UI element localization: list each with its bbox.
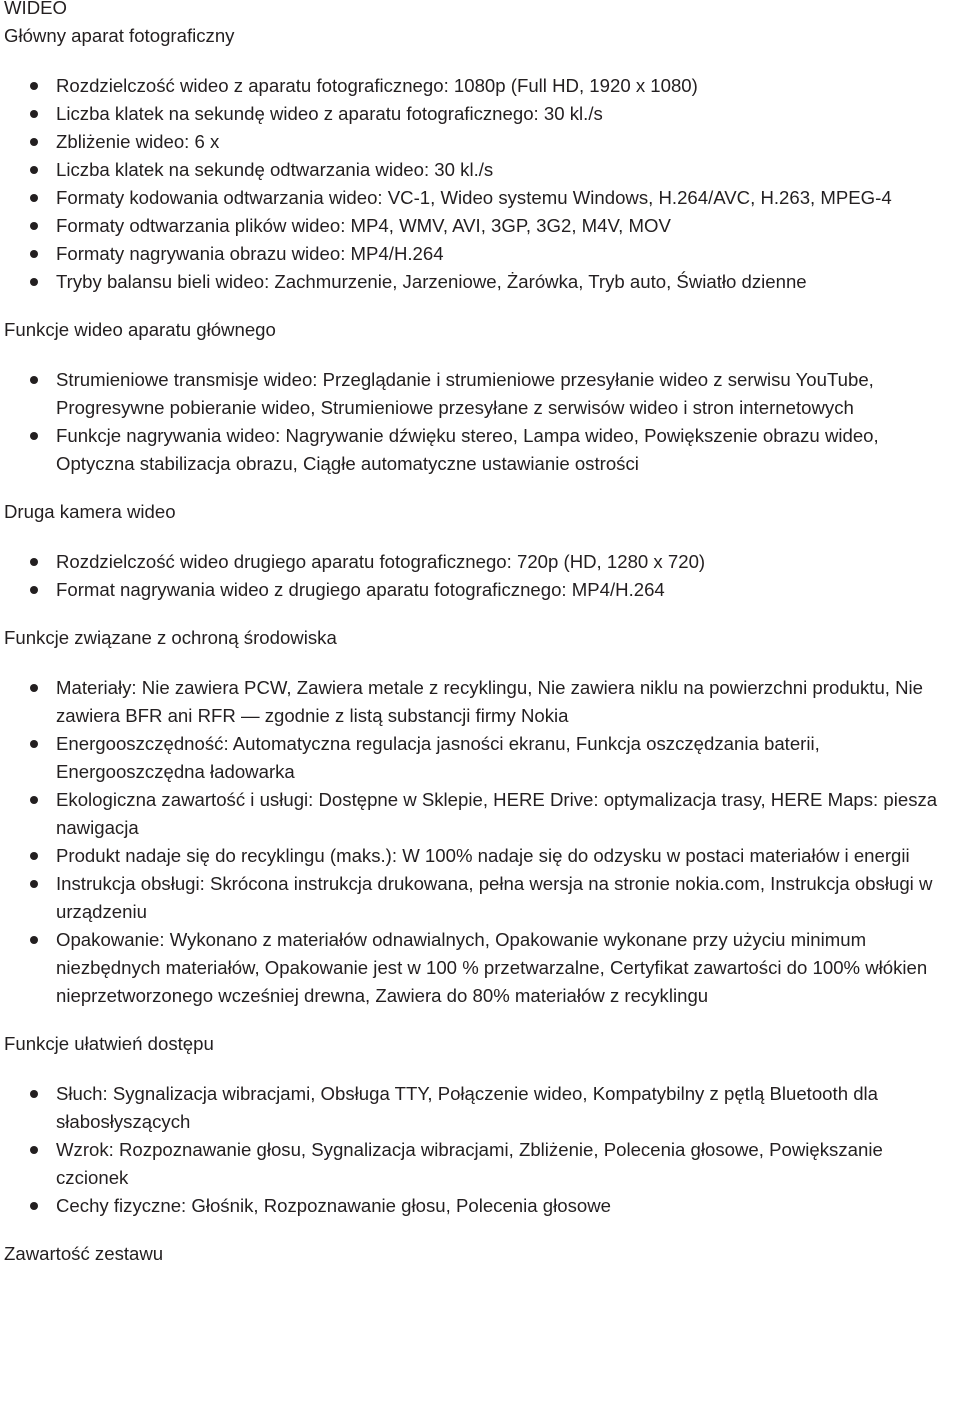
bullet-dot-icon bbox=[30, 138, 38, 146]
list-item bbox=[4, 100, 960, 128]
bullet-dot-icon bbox=[30, 376, 38, 384]
list-item bbox=[4, 366, 960, 422]
list-item bbox=[4, 72, 960, 100]
sections-container bbox=[4, 22, 960, 1268]
list-item bbox=[4, 1080, 960, 1136]
bullet-dot-icon bbox=[30, 586, 38, 594]
list-item-text: Słuch: Sygnalizacja wibracjami, Obsługa TTY, Połączenie wideo, Kompatybilny z pętlą Bluetooth dla słabosłyszących bbox=[56, 1083, 879, 1132]
bullet-dot-icon bbox=[30, 166, 38, 174]
bullet-dot-icon bbox=[30, 82, 38, 90]
bullet-dot-icon bbox=[30, 222, 38, 230]
bullet-dot-icon bbox=[30, 740, 38, 748]
bullet-dot-icon bbox=[30, 852, 38, 860]
list-item bbox=[4, 674, 960, 730]
bullet-dot-icon bbox=[30, 1146, 38, 1154]
bullet-list bbox=[4, 72, 960, 296]
list-item bbox=[4, 1192, 960, 1220]
bullet-dot-icon bbox=[30, 936, 38, 944]
list-item-text: Instrukcja obsługi: Skrócona instrukcja drukowana, pełna wersja na stronie nokia.com, Instrukcja obsługi w urządzeniu bbox=[56, 873, 933, 922]
list-item bbox=[4, 212, 960, 240]
list-item bbox=[4, 1136, 960, 1192]
list-item bbox=[4, 184, 960, 212]
list-item-text: Formaty kodowania odtwarzania wideo: VC-1, Wideo systemu Windows, H.264/AVC, H.263, MPEG-4 bbox=[56, 187, 892, 208]
list-item bbox=[4, 730, 960, 786]
list-item-text: Opakowanie: Wykonano z materiałów odnawialnych, Opakowanie wykonane przy użyciu minimum niezbędnych materiałów, Opakowanie jest w 100 % przetwarzalne, Certyfikat zawartości do 100% włókien nieprzetworzonego wcześniej drewna, Zawiera do 80% materiałów z recyklingu bbox=[56, 929, 928, 1006]
list-item bbox=[4, 422, 960, 478]
bullet-dot-icon bbox=[30, 880, 38, 888]
list-item-text: Ekologiczna zawartość i usługi: Dostępne w Sklepie, HERE Drive: optymalizacja trasy, HERE Maps: piesza nawigacja bbox=[56, 789, 938, 838]
bullet-dot-icon bbox=[30, 194, 38, 202]
list-item-text: Liczba klatek na sekundę odtwarzania wideo: 30 kl./s bbox=[56, 159, 494, 180]
list-item bbox=[4, 240, 960, 268]
list-item-text: Funkcje nagrywania wideo: Nagrywanie dźwięku stereo, Lampa wideo, Powiększenie obrazu wideo, Optyczna stabilizacja obrazu, Ciągłe automatyczne ustawianie ostrości bbox=[56, 425, 879, 474]
bullet-list bbox=[4, 548, 960, 604]
list-item-text: Tryby balansu bieli wideo: Zachmurzenie, Jarzeniowe, Żarówka, Tryb auto, Światło dzienne bbox=[56, 271, 807, 292]
list-item-text: Rozdzielczość wideo z aparatu fotograficznego: 1080p (Full HD, 1920 x 1080) bbox=[56, 75, 698, 96]
list-item-text: Materiały: Nie zawiera PCW, Zawiera metale z recyklingu, Nie zawiera niklu na powierzchni produktu, Nie zawiera BFR ani RFR — zgodnie z listą substancji firmy Nokia bbox=[56, 677, 924, 726]
bullet-dot-icon bbox=[30, 796, 38, 804]
list-item-text: Wzrok: Rozpoznawanie głosu, Sygnalizacja wibracjami, Zbliżenie, Polecenia głosowe, Powiększanie czcionek bbox=[56, 1139, 883, 1188]
bullet-dot-icon bbox=[30, 558, 38, 566]
list-item-text: Rozdzielczość wideo drugiego aparatu fotograficznego: 720p (HD, 1280 x 720) bbox=[56, 551, 706, 572]
bullet-dot-icon bbox=[30, 1090, 38, 1098]
list-item bbox=[4, 128, 960, 156]
section-heading: Zawartość zestawu bbox=[4, 1243, 164, 1264]
list-item bbox=[4, 548, 960, 576]
document-page bbox=[4, 0, 960, 1268]
list-item bbox=[4, 156, 960, 184]
list-item-text: Produkt nadaje się do recyklingu (maks.): W 100% nadaje się do odzysku w postaci materiałów i energii bbox=[56, 845, 910, 866]
section-heading: Główny aparat fotograficzny bbox=[4, 25, 235, 46]
list-item-text: Cechy fizyczne: Głośnik, Rozpoznawanie głosu, Polecenia głosowe bbox=[56, 1195, 612, 1216]
bullet-dot-icon bbox=[30, 110, 38, 118]
list-item bbox=[4, 870, 960, 926]
section-heading: Funkcje wideo aparatu głównego bbox=[4, 319, 276, 340]
bullet-list bbox=[4, 1080, 960, 1220]
list-item-text: Format nagrywania wideo z drugiego aparatu fotograficznego: MP4/H.264 bbox=[56, 579, 665, 600]
list-item-text: Formaty odtwarzania plików wideo: MP4, WMV, AVI, 3GP, 3G2, M4V, MOV bbox=[56, 215, 671, 236]
document-title: WIDEO bbox=[4, 0, 68, 18]
section-heading: Funkcje związane z ochroną środowiska bbox=[4, 627, 337, 648]
bullet-dot-icon bbox=[30, 432, 38, 440]
bullet-dot-icon bbox=[30, 684, 38, 692]
bullet-dot-icon bbox=[30, 1202, 38, 1210]
bullet-dot-icon bbox=[30, 278, 38, 286]
bullet-dot-icon bbox=[30, 250, 38, 258]
list-item-text: Strumieniowe transmisje wideo: Przeglądanie i strumieniowe przesyłanie wideo z serwisu YouTube, Progresywne pobieranie wideo, Strumieniowe przesyłane z serwisów wideo i stron internetowych bbox=[56, 369, 874, 418]
list-item-text: Energooszczędność: Automatyczna regulacja jasności ekranu, Funkcja oszczędzania baterii, Energooszczędna ładowarka bbox=[56, 733, 820, 782]
list-item bbox=[4, 786, 960, 842]
bullet-list bbox=[4, 674, 960, 1010]
list-item bbox=[4, 926, 960, 1010]
list-item bbox=[4, 576, 960, 604]
section-heading: Druga kamera wideo bbox=[4, 501, 176, 522]
bullet-list bbox=[4, 366, 960, 478]
section-heading: Funkcje ułatwień dostępu bbox=[4, 1033, 214, 1054]
list-item-text: Zbliżenie wideo: 6 x bbox=[56, 131, 220, 152]
list-item-text: Formaty nagrywania obrazu wideo: MP4/H.264 bbox=[56, 243, 444, 264]
list-item-text: Liczba klatek na sekundę wideo z aparatu fotograficznego: 30 kl./s bbox=[56, 103, 603, 124]
list-item bbox=[4, 268, 960, 296]
list-item bbox=[4, 842, 960, 870]
